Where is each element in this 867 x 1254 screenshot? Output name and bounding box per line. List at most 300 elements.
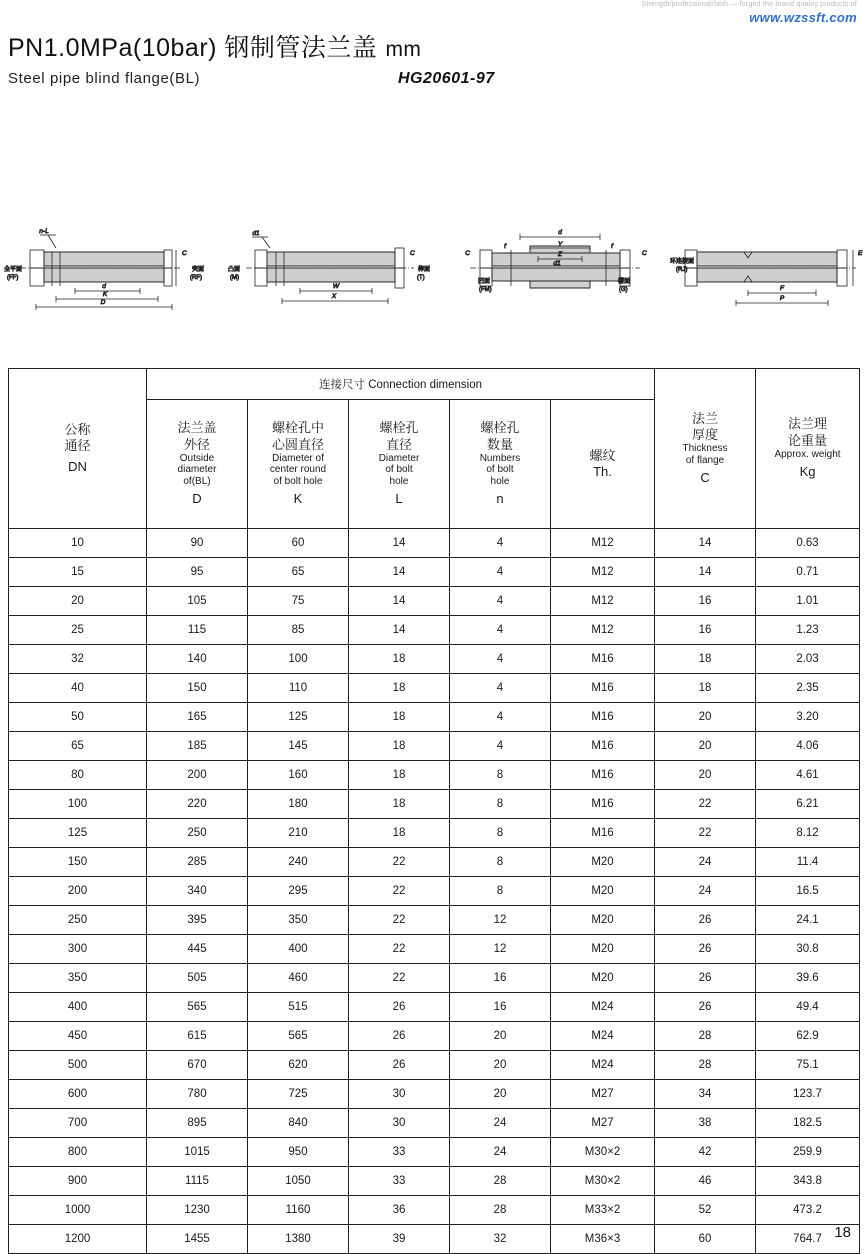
cell-c: 16 bbox=[655, 616, 756, 645]
cell-n: 24 bbox=[450, 1109, 551, 1138]
header-l-en1: Diameter bbox=[378, 452, 420, 464]
cell-l: 14 bbox=[349, 558, 450, 587]
cell-l: 18 bbox=[349, 645, 450, 674]
cell-kg: 39.6 bbox=[756, 964, 860, 993]
cell-n: 32 bbox=[450, 1225, 551, 1254]
cell-d: 505 bbox=[147, 964, 248, 993]
cell-th: M30×2 bbox=[551, 1167, 655, 1196]
cell-k: 145 bbox=[248, 732, 349, 761]
cell-l: 22 bbox=[349, 848, 450, 877]
header-cell-weight bbox=[756, 369, 860, 529]
table-row bbox=[9, 645, 860, 674]
table-row bbox=[9, 848, 860, 877]
cell-kg: 2.35 bbox=[756, 674, 860, 703]
cell-c: 20 bbox=[655, 732, 756, 761]
cell-kg: 182.5 bbox=[756, 1109, 860, 1138]
table-row bbox=[9, 587, 860, 616]
cell-k: 1380 bbox=[248, 1225, 349, 1254]
header-c-line2: 厚度 bbox=[692, 426, 719, 442]
cell-kg: 1.23 bbox=[756, 616, 860, 645]
cell-kg: 764.7 bbox=[756, 1225, 860, 1254]
table-row bbox=[9, 935, 860, 964]
cell-kg: 2.03 bbox=[756, 645, 860, 674]
cell-dn: 65 bbox=[9, 732, 147, 761]
header-cell-n bbox=[450, 400, 551, 529]
cell-n: 4 bbox=[450, 645, 551, 674]
cell-l: 22 bbox=[349, 964, 450, 993]
header-n-en2: of bolt bbox=[486, 464, 514, 476]
cell-c: 26 bbox=[655, 964, 756, 993]
cell-d: 1230 bbox=[147, 1196, 248, 1225]
cell-th: M24 bbox=[551, 1022, 655, 1051]
cell-th: M12 bbox=[551, 558, 655, 587]
cell-kg: 0.63 bbox=[756, 529, 860, 558]
cell-kg: 49.4 bbox=[756, 993, 860, 1022]
cell-k: 565 bbox=[248, 1022, 349, 1051]
cell-l: 14 bbox=[349, 529, 450, 558]
cell-dn: 50 bbox=[9, 703, 147, 732]
cell-th: M12 bbox=[551, 616, 655, 645]
cell-k: 460 bbox=[248, 964, 349, 993]
table-row bbox=[9, 761, 860, 790]
cell-d: 165 bbox=[147, 703, 248, 732]
cell-c: 46 bbox=[655, 1167, 756, 1196]
cell-dn: 900 bbox=[9, 1167, 147, 1196]
cell-n: 28 bbox=[450, 1167, 551, 1196]
svg-text:P: P bbox=[779, 295, 785, 302]
cell-n: 8 bbox=[450, 790, 551, 819]
cell-dn: 125 bbox=[9, 819, 147, 848]
svg-text:d: d bbox=[558, 229, 562, 236]
cell-c: 20 bbox=[655, 761, 756, 790]
table-row bbox=[9, 964, 860, 993]
cell-l: 26 bbox=[349, 993, 450, 1022]
cell-l: 18 bbox=[349, 790, 450, 819]
cell-th: M16 bbox=[551, 819, 655, 848]
page-number: 18 bbox=[834, 1224, 851, 1241]
header-k-symbol: K bbox=[293, 491, 303, 507]
cell-l: 26 bbox=[349, 1022, 450, 1051]
cell-d: 150 bbox=[147, 674, 248, 703]
header-th-line1: 螺纹 bbox=[589, 447, 616, 463]
cell-l: 26 bbox=[349, 1051, 450, 1080]
cell-dn: 300 bbox=[9, 935, 147, 964]
cell-d: 200 bbox=[147, 761, 248, 790]
svg-text:Y: Y bbox=[557, 241, 563, 248]
header-th-symbol: Th. bbox=[593, 464, 612, 479]
svg-text:(M): (M) bbox=[230, 275, 239, 281]
cell-c: 26 bbox=[655, 935, 756, 964]
cell-k: 210 bbox=[248, 819, 349, 848]
cell-dn: 200 bbox=[9, 877, 147, 906]
cell-th: M12 bbox=[551, 587, 655, 616]
header-d-line1: 法兰盖 bbox=[177, 420, 217, 436]
cell-d: 105 bbox=[147, 587, 248, 616]
header-k-line2: 心圆直径 bbox=[271, 436, 324, 452]
svg-text:W: W bbox=[332, 283, 340, 290]
cell-n: 8 bbox=[450, 761, 551, 790]
cell-c: 60 bbox=[655, 1225, 756, 1254]
header-d-line2: 外径 bbox=[183, 436, 210, 452]
cell-k: 725 bbox=[248, 1080, 349, 1109]
cell-c: 14 bbox=[655, 529, 756, 558]
page-title-cn: PN1.0MPa(10bar) 钢制管法兰盖 bbox=[8, 34, 378, 62]
cell-dn: 400 bbox=[9, 993, 147, 1022]
table-row bbox=[9, 993, 860, 1022]
svg-text:K: K bbox=[102, 291, 108, 298]
cell-d: 615 bbox=[147, 1022, 248, 1051]
cell-c: 52 bbox=[655, 1196, 756, 1225]
cell-l: 18 bbox=[349, 674, 450, 703]
table-row bbox=[9, 674, 860, 703]
svg-text:f: f bbox=[611, 243, 613, 250]
cell-d: 95 bbox=[147, 558, 248, 587]
cell-k: 240 bbox=[248, 848, 349, 877]
cell-c: 14 bbox=[655, 558, 756, 587]
cell-dn: 25 bbox=[9, 616, 147, 645]
cell-kg: 4.06 bbox=[756, 732, 860, 761]
header-l-line1: 螺栓孔 bbox=[379, 420, 419, 436]
cell-dn: 250 bbox=[9, 906, 147, 935]
cell-kg: 343.8 bbox=[756, 1167, 860, 1196]
cell-dn: 350 bbox=[9, 964, 147, 993]
flange-spec-table-wrap bbox=[8, 368, 859, 1254]
top-banner bbox=[0, 0, 867, 26]
table-row bbox=[9, 1196, 860, 1225]
cell-kg: 6.21 bbox=[756, 790, 860, 819]
cell-kg: 30.8 bbox=[756, 935, 860, 964]
cell-n: 12 bbox=[450, 935, 551, 964]
cell-n: 4 bbox=[450, 587, 551, 616]
cell-c: 28 bbox=[655, 1022, 756, 1051]
svg-text:F: F bbox=[780, 285, 784, 292]
header-dn-line2: 通径 bbox=[64, 438, 91, 454]
cell-k: 75 bbox=[248, 587, 349, 616]
drawing-rj bbox=[676, 250, 856, 306]
cell-c: 26 bbox=[655, 906, 756, 935]
cell-c: 22 bbox=[655, 790, 756, 819]
cell-k: 65 bbox=[248, 558, 349, 587]
cell-kg: 473.2 bbox=[756, 1196, 860, 1225]
cell-dn: 40 bbox=[9, 674, 147, 703]
cell-c: 38 bbox=[655, 1109, 756, 1138]
cell-th: M33×2 bbox=[551, 1196, 655, 1225]
cell-d: 395 bbox=[147, 906, 248, 935]
cell-dn: 80 bbox=[9, 761, 147, 790]
svg-text:全平面: 全平面 bbox=[4, 267, 23, 273]
header-k-en1: Diameter of bbox=[272, 452, 324, 464]
table-row bbox=[9, 819, 860, 848]
flange-spec-table bbox=[8, 368, 860, 1254]
header-l-line2: 直径 bbox=[385, 436, 412, 452]
cell-c: 28 bbox=[655, 1051, 756, 1080]
cell-kg: 4.61 bbox=[756, 761, 860, 790]
header-connection-dimension: 连接尺寸 Connection dimension bbox=[147, 369, 655, 400]
cell-c: 42 bbox=[655, 1138, 756, 1167]
cell-th: M30×2 bbox=[551, 1138, 655, 1167]
cell-l: 22 bbox=[349, 935, 450, 964]
table-row bbox=[9, 790, 860, 819]
cell-k: 1050 bbox=[248, 1167, 349, 1196]
svg-text:E: E bbox=[858, 250, 863, 257]
header-c-en2: of flange bbox=[685, 454, 725, 466]
table-row bbox=[9, 616, 860, 645]
cell-th: M12 bbox=[551, 529, 655, 558]
cell-k: 350 bbox=[248, 906, 349, 935]
cell-th: M36×3 bbox=[551, 1225, 655, 1254]
svg-text:环连接面: 环连接面 bbox=[670, 259, 695, 265]
cell-d: 115 bbox=[147, 616, 248, 645]
cell-d: 340 bbox=[147, 877, 248, 906]
drawing-m-t bbox=[246, 237, 414, 304]
table-row bbox=[9, 558, 860, 587]
cell-th: M20 bbox=[551, 877, 655, 906]
header-cell-d bbox=[147, 400, 248, 529]
cell-kg: 259.9 bbox=[756, 1138, 860, 1167]
cell-l: 33 bbox=[349, 1167, 450, 1196]
cell-c: 34 bbox=[655, 1080, 756, 1109]
header-k-en2: center round bbox=[269, 464, 327, 476]
cell-th: M24 bbox=[551, 1051, 655, 1080]
cell-dn: 600 bbox=[9, 1080, 147, 1109]
header-c-line1: 法兰 bbox=[692, 410, 719, 426]
svg-text:f: f bbox=[504, 243, 506, 250]
table-row bbox=[9, 1022, 860, 1051]
cell-th: M20 bbox=[551, 848, 655, 877]
cell-k: 950 bbox=[248, 1138, 349, 1167]
header-d-en3: of(BL) bbox=[183, 475, 211, 487]
cell-th: M16 bbox=[551, 732, 655, 761]
cell-k: 180 bbox=[248, 790, 349, 819]
cell-n: 12 bbox=[450, 906, 551, 935]
svg-text:D: D bbox=[100, 299, 106, 306]
table-row bbox=[9, 1051, 860, 1080]
cell-l: 14 bbox=[349, 587, 450, 616]
cell-kg: 8.12 bbox=[756, 819, 860, 848]
cell-d: 90 bbox=[147, 529, 248, 558]
cell-d: 250 bbox=[147, 819, 248, 848]
header-cell-thickness bbox=[655, 369, 756, 529]
table-row bbox=[9, 529, 860, 558]
cell-d: 1115 bbox=[147, 1167, 248, 1196]
cell-dn: 700 bbox=[9, 1109, 147, 1138]
svg-text:C: C bbox=[642, 250, 647, 257]
svg-text:Z: Z bbox=[558, 251, 562, 258]
header-d-en1: Outside bbox=[179, 452, 215, 464]
header-d-symbol: D bbox=[192, 491, 202, 507]
svg-text:槽面: 槽面 bbox=[618, 279, 631, 285]
cell-k: 85 bbox=[248, 616, 349, 645]
cell-n: 28 bbox=[450, 1196, 551, 1225]
cell-d: 895 bbox=[147, 1109, 248, 1138]
header-cell-k bbox=[248, 400, 349, 529]
cell-kg: 62.9 bbox=[756, 1022, 860, 1051]
cell-th: M24 bbox=[551, 993, 655, 1022]
cell-dn: 500 bbox=[9, 1051, 147, 1080]
banner-tagline: Strength/professional/faith — forged the brand quality products of bbox=[641, 1, 857, 8]
cell-n: 8 bbox=[450, 819, 551, 848]
header-cell-dn bbox=[9, 369, 147, 529]
header-l-en2: of bolt bbox=[385, 464, 413, 476]
cell-n: 4 bbox=[450, 529, 551, 558]
svg-text:(G): (G) bbox=[619, 287, 628, 293]
cell-dn: 100 bbox=[9, 790, 147, 819]
cell-dn: 32 bbox=[9, 645, 147, 674]
svg-text:突面: 突面 bbox=[192, 267, 205, 273]
header-cell-thread bbox=[551, 400, 655, 529]
company-website-link[interactable]: www.wzssft.com bbox=[749, 10, 857, 25]
table-row bbox=[9, 906, 860, 935]
cell-l: 39 bbox=[349, 1225, 450, 1254]
cell-n: 4 bbox=[450, 674, 551, 703]
header-n-en1: Numbers bbox=[479, 452, 521, 464]
cell-th: M16 bbox=[551, 703, 655, 732]
cell-c: 18 bbox=[655, 645, 756, 674]
svg-text:C: C bbox=[182, 250, 187, 257]
cell-l: 18 bbox=[349, 761, 450, 790]
cell-k: 400 bbox=[248, 935, 349, 964]
cell-dn: 1000 bbox=[9, 1196, 147, 1225]
svg-text:(T): (T) bbox=[417, 275, 425, 281]
svg-text:(RF): (RF) bbox=[190, 275, 202, 281]
cell-k: 515 bbox=[248, 993, 349, 1022]
cell-dn: 10 bbox=[9, 529, 147, 558]
table-row bbox=[9, 1225, 860, 1254]
page-title-unit: mm bbox=[385, 38, 422, 61]
header-n-line1: 螺栓孔 bbox=[480, 420, 520, 436]
header-n-en3: hole bbox=[490, 475, 510, 487]
cell-l: 18 bbox=[349, 732, 450, 761]
cell-th: M20 bbox=[551, 935, 655, 964]
cell-k: 160 bbox=[248, 761, 349, 790]
cell-d: 445 bbox=[147, 935, 248, 964]
cell-k: 620 bbox=[248, 1051, 349, 1080]
cell-n: 4 bbox=[450, 558, 551, 587]
table-row bbox=[9, 703, 860, 732]
table-row bbox=[9, 1080, 860, 1109]
header-kg-symbol: Kg bbox=[799, 464, 816, 480]
svg-text:(FM): (FM) bbox=[479, 287, 492, 293]
cell-dn: 1200 bbox=[9, 1225, 147, 1254]
svg-text:X: X bbox=[331, 293, 337, 300]
cell-k: 840 bbox=[248, 1109, 349, 1138]
cell-c: 18 bbox=[655, 674, 756, 703]
svg-text:d1: d1 bbox=[252, 230, 260, 237]
cell-c: 22 bbox=[655, 819, 756, 848]
cell-k: 295 bbox=[248, 877, 349, 906]
cell-d: 185 bbox=[147, 732, 248, 761]
table-row bbox=[9, 732, 860, 761]
cell-th: M16 bbox=[551, 645, 655, 674]
svg-text:凸面: 凸面 bbox=[228, 267, 241, 273]
cell-d: 565 bbox=[147, 993, 248, 1022]
svg-text:凹面: 凹面 bbox=[478, 279, 491, 285]
cell-n: 16 bbox=[450, 993, 551, 1022]
standard-code: HG20601-97 bbox=[398, 70, 495, 87]
cell-d: 285 bbox=[147, 848, 248, 877]
cell-d: 1015 bbox=[147, 1138, 248, 1167]
cell-c: 20 bbox=[655, 703, 756, 732]
cell-th: M20 bbox=[551, 906, 655, 935]
cell-n: 20 bbox=[450, 1022, 551, 1051]
cell-d: 140 bbox=[147, 645, 248, 674]
cell-kg: 0.71 bbox=[756, 558, 860, 587]
header-n-line2: 数量 bbox=[486, 436, 513, 452]
cell-n: 24 bbox=[450, 1138, 551, 1167]
cell-l: 33 bbox=[349, 1138, 450, 1167]
cell-c: 24 bbox=[655, 877, 756, 906]
cell-dn: 800 bbox=[9, 1138, 147, 1167]
page-subtitle: Steel pipe blind flange(BL) bbox=[8, 70, 201, 87]
cell-dn: 15 bbox=[9, 558, 147, 587]
table-row bbox=[9, 877, 860, 906]
cell-th: M16 bbox=[551, 674, 655, 703]
cell-kg: 1.01 bbox=[756, 587, 860, 616]
svg-text:榫面: 榫面 bbox=[418, 267, 431, 273]
table-header-group-row bbox=[9, 369, 860, 400]
drawings-svg bbox=[0, 215, 867, 340]
header-c-symbol: C bbox=[700, 470, 710, 486]
cell-c: 24 bbox=[655, 848, 756, 877]
header-l-symbol: L bbox=[395, 491, 403, 507]
cell-th: M16 bbox=[551, 761, 655, 790]
cell-kg: 75.1 bbox=[756, 1051, 860, 1080]
cell-l: 22 bbox=[349, 906, 450, 935]
cell-l: 30 bbox=[349, 1080, 450, 1109]
table-row bbox=[9, 1109, 860, 1138]
cell-k: 60 bbox=[248, 529, 349, 558]
cell-l: 36 bbox=[349, 1196, 450, 1225]
header-kg-line1: 法兰理 bbox=[788, 416, 828, 432]
flange-face-drawings bbox=[0, 215, 867, 340]
cell-th: M20 bbox=[551, 964, 655, 993]
cell-d: 780 bbox=[147, 1080, 248, 1109]
cell-d: 1455 bbox=[147, 1225, 248, 1254]
cell-n: 4 bbox=[450, 732, 551, 761]
cell-kg: 24.1 bbox=[756, 906, 860, 935]
cell-th: M27 bbox=[551, 1080, 655, 1109]
svg-text:(FF): (FF) bbox=[7, 275, 19, 281]
table-row bbox=[9, 1138, 860, 1167]
svg-text:n-L: n-L bbox=[39, 228, 49, 235]
title-block bbox=[8, 28, 859, 92]
cell-n: 8 bbox=[450, 877, 551, 906]
cell-d: 220 bbox=[147, 790, 248, 819]
svg-text:C: C bbox=[465, 250, 470, 257]
cell-c: 16 bbox=[655, 587, 756, 616]
svg-text:d: d bbox=[102, 283, 106, 290]
cell-l: 22 bbox=[349, 877, 450, 906]
header-cell-l bbox=[349, 400, 450, 529]
cell-dn: 20 bbox=[9, 587, 147, 616]
cell-k: 1160 bbox=[248, 1196, 349, 1225]
header-k-en3: of bolt hole bbox=[273, 475, 323, 487]
cell-kg: 16.5 bbox=[756, 877, 860, 906]
cell-n: 16 bbox=[450, 964, 551, 993]
header-kg-line2: 论重量 bbox=[788, 432, 828, 448]
header-kg-en1: Approx. weight bbox=[774, 448, 841, 460]
cell-kg: 3.20 bbox=[756, 703, 860, 732]
cell-n: 20 bbox=[450, 1051, 551, 1080]
cell-n: 4 bbox=[450, 616, 551, 645]
header-d-en2: diameter bbox=[177, 464, 217, 476]
cell-l: 30 bbox=[349, 1109, 450, 1138]
cell-k: 125 bbox=[248, 703, 349, 732]
cell-kg: 11.4 bbox=[756, 848, 860, 877]
header-c-en1: Thickness bbox=[682, 443, 728, 455]
cell-k: 100 bbox=[248, 645, 349, 674]
cell-l: 18 bbox=[349, 819, 450, 848]
